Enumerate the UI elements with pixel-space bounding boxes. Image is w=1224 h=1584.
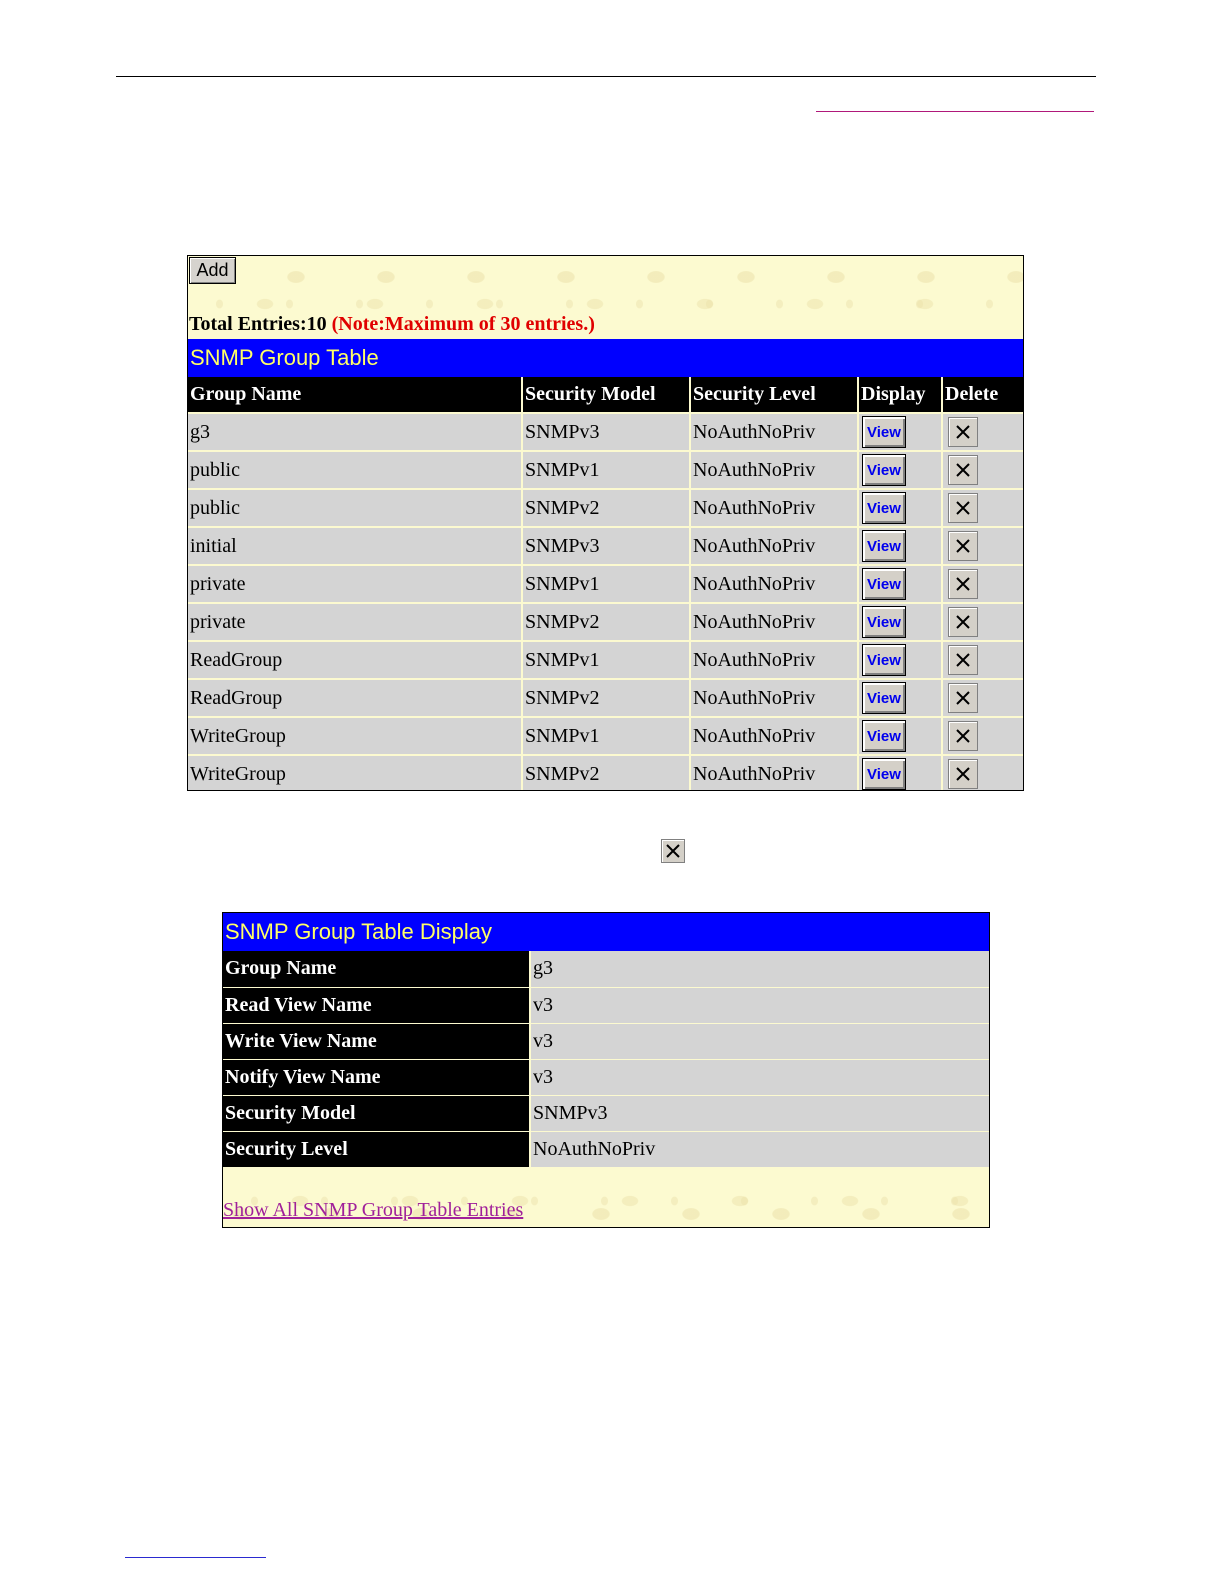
- cell-security-level: NoAuthNoPriv: [690, 527, 858, 565]
- detail-label: Notify View Name: [223, 1059, 530, 1095]
- cell-group-name: private: [188, 565, 522, 603]
- detail-label: Write View Name: [223, 1023, 530, 1059]
- cell-security-level: NoAuthNoPriv: [690, 489, 858, 527]
- cell-security-model: SNMPv2: [522, 489, 690, 527]
- delete-icon-sample: [661, 839, 685, 863]
- cell-security-model: SNMPv2: [522, 755, 690, 791]
- delete-button[interactable]: [948, 683, 978, 713]
- close-x-icon: [954, 537, 972, 555]
- detail-value: SNMPv3: [530, 1095, 989, 1131]
- detail-row: [223, 1059, 989, 1095]
- group-detail-table: [223, 951, 989, 1168]
- delete-button[interactable]: [948, 607, 978, 637]
- table-title: SNMP Group Table: [188, 339, 1023, 377]
- table-row: [188, 717, 1024, 755]
- cell-display: [858, 489, 942, 527]
- cell-group-name: WriteGroup: [188, 755, 522, 791]
- total-entries: [189, 313, 595, 336]
- detail-row: [223, 1023, 989, 1059]
- col-security-level: Security Level: [690, 377, 858, 413]
- detail-value: NoAuthNoPriv: [530, 1131, 989, 1167]
- cell-display: [858, 527, 942, 565]
- detail-label: Group Name: [223, 951, 530, 987]
- cell-security-model: SNMPv1: [522, 565, 690, 603]
- delete-button[interactable]: [948, 645, 978, 675]
- table-row: [188, 527, 1024, 565]
- delete-button[interactable]: [948, 569, 978, 599]
- cell-delete: [942, 527, 1024, 565]
- cell-security-level: NoAuthNoPriv: [690, 451, 858, 489]
- cell-display: [858, 679, 942, 717]
- col-display: Display: [858, 377, 942, 413]
- cell-security-level: NoAuthNoPriv: [690, 679, 858, 717]
- add-button[interactable]: Add: [189, 257, 236, 284]
- cell-security-model: SNMPv2: [522, 679, 690, 717]
- close-x-icon: [954, 651, 972, 669]
- close-x-icon: [954, 765, 972, 783]
- cell-security-level: NoAuthNoPriv: [690, 603, 858, 641]
- close-x-icon: [954, 727, 972, 745]
- table-row: [188, 755, 1024, 791]
- show-all-entries-link[interactable]: Show All SNMP Group Table Entries: [223, 1199, 524, 1221]
- cell-display: [858, 413, 942, 451]
- cell-display: [858, 641, 942, 679]
- col-security-model: Security Model: [522, 377, 690, 413]
- view-button[interactable]: View: [862, 682, 906, 714]
- detail-row: [223, 951, 989, 987]
- page-header-rule: [116, 76, 1096, 77]
- cell-display: [858, 717, 942, 755]
- cell-security-level: NoAuthNoPriv: [690, 755, 858, 791]
- delete-button[interactable]: [948, 721, 978, 751]
- cell-group-name: initial: [188, 527, 522, 565]
- cell-group-name: ReadGroup: [188, 679, 522, 717]
- detail-label: Read View Name: [223, 987, 530, 1023]
- header-link-underline: [816, 111, 1094, 112]
- close-x-icon: [665, 843, 681, 859]
- view-button[interactable]: View: [862, 568, 906, 600]
- view-button[interactable]: View: [862, 530, 906, 562]
- table-row: [188, 603, 1024, 641]
- display-title: SNMP Group Table Display: [223, 913, 989, 951]
- view-button[interactable]: View: [862, 758, 906, 790]
- view-button[interactable]: View: [862, 606, 906, 638]
- cell-delete: [942, 679, 1024, 717]
- detail-value: v3: [530, 1059, 989, 1095]
- table-row: [188, 641, 1024, 679]
- cell-display: [858, 451, 942, 489]
- cell-delete: [942, 641, 1024, 679]
- cell-delete: [942, 717, 1024, 755]
- cell-delete: [942, 413, 1024, 451]
- delete-button[interactable]: [948, 455, 978, 485]
- cell-delete: [942, 755, 1024, 791]
- max-entries-note: (Note:Maximum of 30 entries.): [331, 313, 595, 335]
- cell-security-model: SNMPv1: [522, 641, 690, 679]
- cell-security-level: NoAuthNoPriv: [690, 641, 858, 679]
- cell-group-name: WriteGroup: [188, 717, 522, 755]
- detail-label: Security Model: [223, 1095, 530, 1131]
- cell-security-model: SNMPv1: [522, 717, 690, 755]
- cell-delete: [942, 489, 1024, 527]
- cell-security-level: NoAuthNoPriv: [690, 565, 858, 603]
- view-button[interactable]: View: [862, 720, 906, 752]
- detail-value: v3: [530, 987, 989, 1023]
- close-x-icon: [954, 613, 972, 631]
- total-entries-label: Total Entries:10: [189, 313, 327, 335]
- col-group-name: Group Name: [188, 377, 522, 413]
- cell-group-name: private: [188, 603, 522, 641]
- cell-security-model: SNMPv1: [522, 451, 690, 489]
- view-button[interactable]: View: [862, 416, 906, 448]
- cell-group-name: g3: [188, 413, 522, 451]
- close-x-icon: [954, 499, 972, 517]
- detail-row: [223, 1131, 989, 1167]
- cell-group-name: public: [188, 489, 522, 527]
- close-x-icon: [954, 575, 972, 593]
- delete-button[interactable]: [948, 531, 978, 561]
- cell-security-model: SNMPv3: [522, 527, 690, 565]
- detail-value: g3: [530, 951, 989, 987]
- close-x-icon: [954, 689, 972, 707]
- delete-button[interactable]: [948, 417, 978, 447]
- table-row: [188, 451, 1024, 489]
- cell-security-level: NoAuthNoPriv: [690, 413, 858, 451]
- cell-display: [858, 565, 942, 603]
- table-row: [188, 413, 1024, 451]
- table-row: [188, 489, 1024, 527]
- cell-group-name: public: [188, 451, 522, 489]
- detail-value: v3: [530, 1023, 989, 1059]
- snmp-group-display-panel: [222, 912, 990, 1228]
- snmp-group-table: [188, 377, 1024, 791]
- delete-button[interactable]: [948, 759, 978, 789]
- detail-row: [223, 987, 989, 1023]
- cell-security-level: NoAuthNoPriv: [690, 717, 858, 755]
- cell-delete: [942, 451, 1024, 489]
- cell-group-name: ReadGroup: [188, 641, 522, 679]
- cell-security-model: SNMPv2: [522, 603, 690, 641]
- close-x-icon: [954, 461, 972, 479]
- view-button[interactable]: View: [862, 492, 906, 524]
- close-x-icon: [954, 423, 972, 441]
- table-row: [188, 679, 1024, 717]
- detail-label: Security Level: [223, 1131, 530, 1167]
- cell-delete: [942, 565, 1024, 603]
- cell-display: [858, 603, 942, 641]
- table-row: [188, 565, 1024, 603]
- table-header-row: [188, 377, 1024, 413]
- cell-display: [858, 755, 942, 791]
- detail-row: [223, 1095, 989, 1131]
- footer-link-underline: [125, 1557, 266, 1558]
- view-button[interactable]: View: [862, 454, 906, 486]
- cell-delete: [942, 603, 1024, 641]
- view-button[interactable]: View: [862, 644, 906, 676]
- col-delete: Delete: [942, 377, 1024, 413]
- delete-button[interactable]: [948, 493, 978, 523]
- snmp-group-table-panel: [187, 255, 1024, 791]
- cell-security-model: SNMPv3: [522, 413, 690, 451]
